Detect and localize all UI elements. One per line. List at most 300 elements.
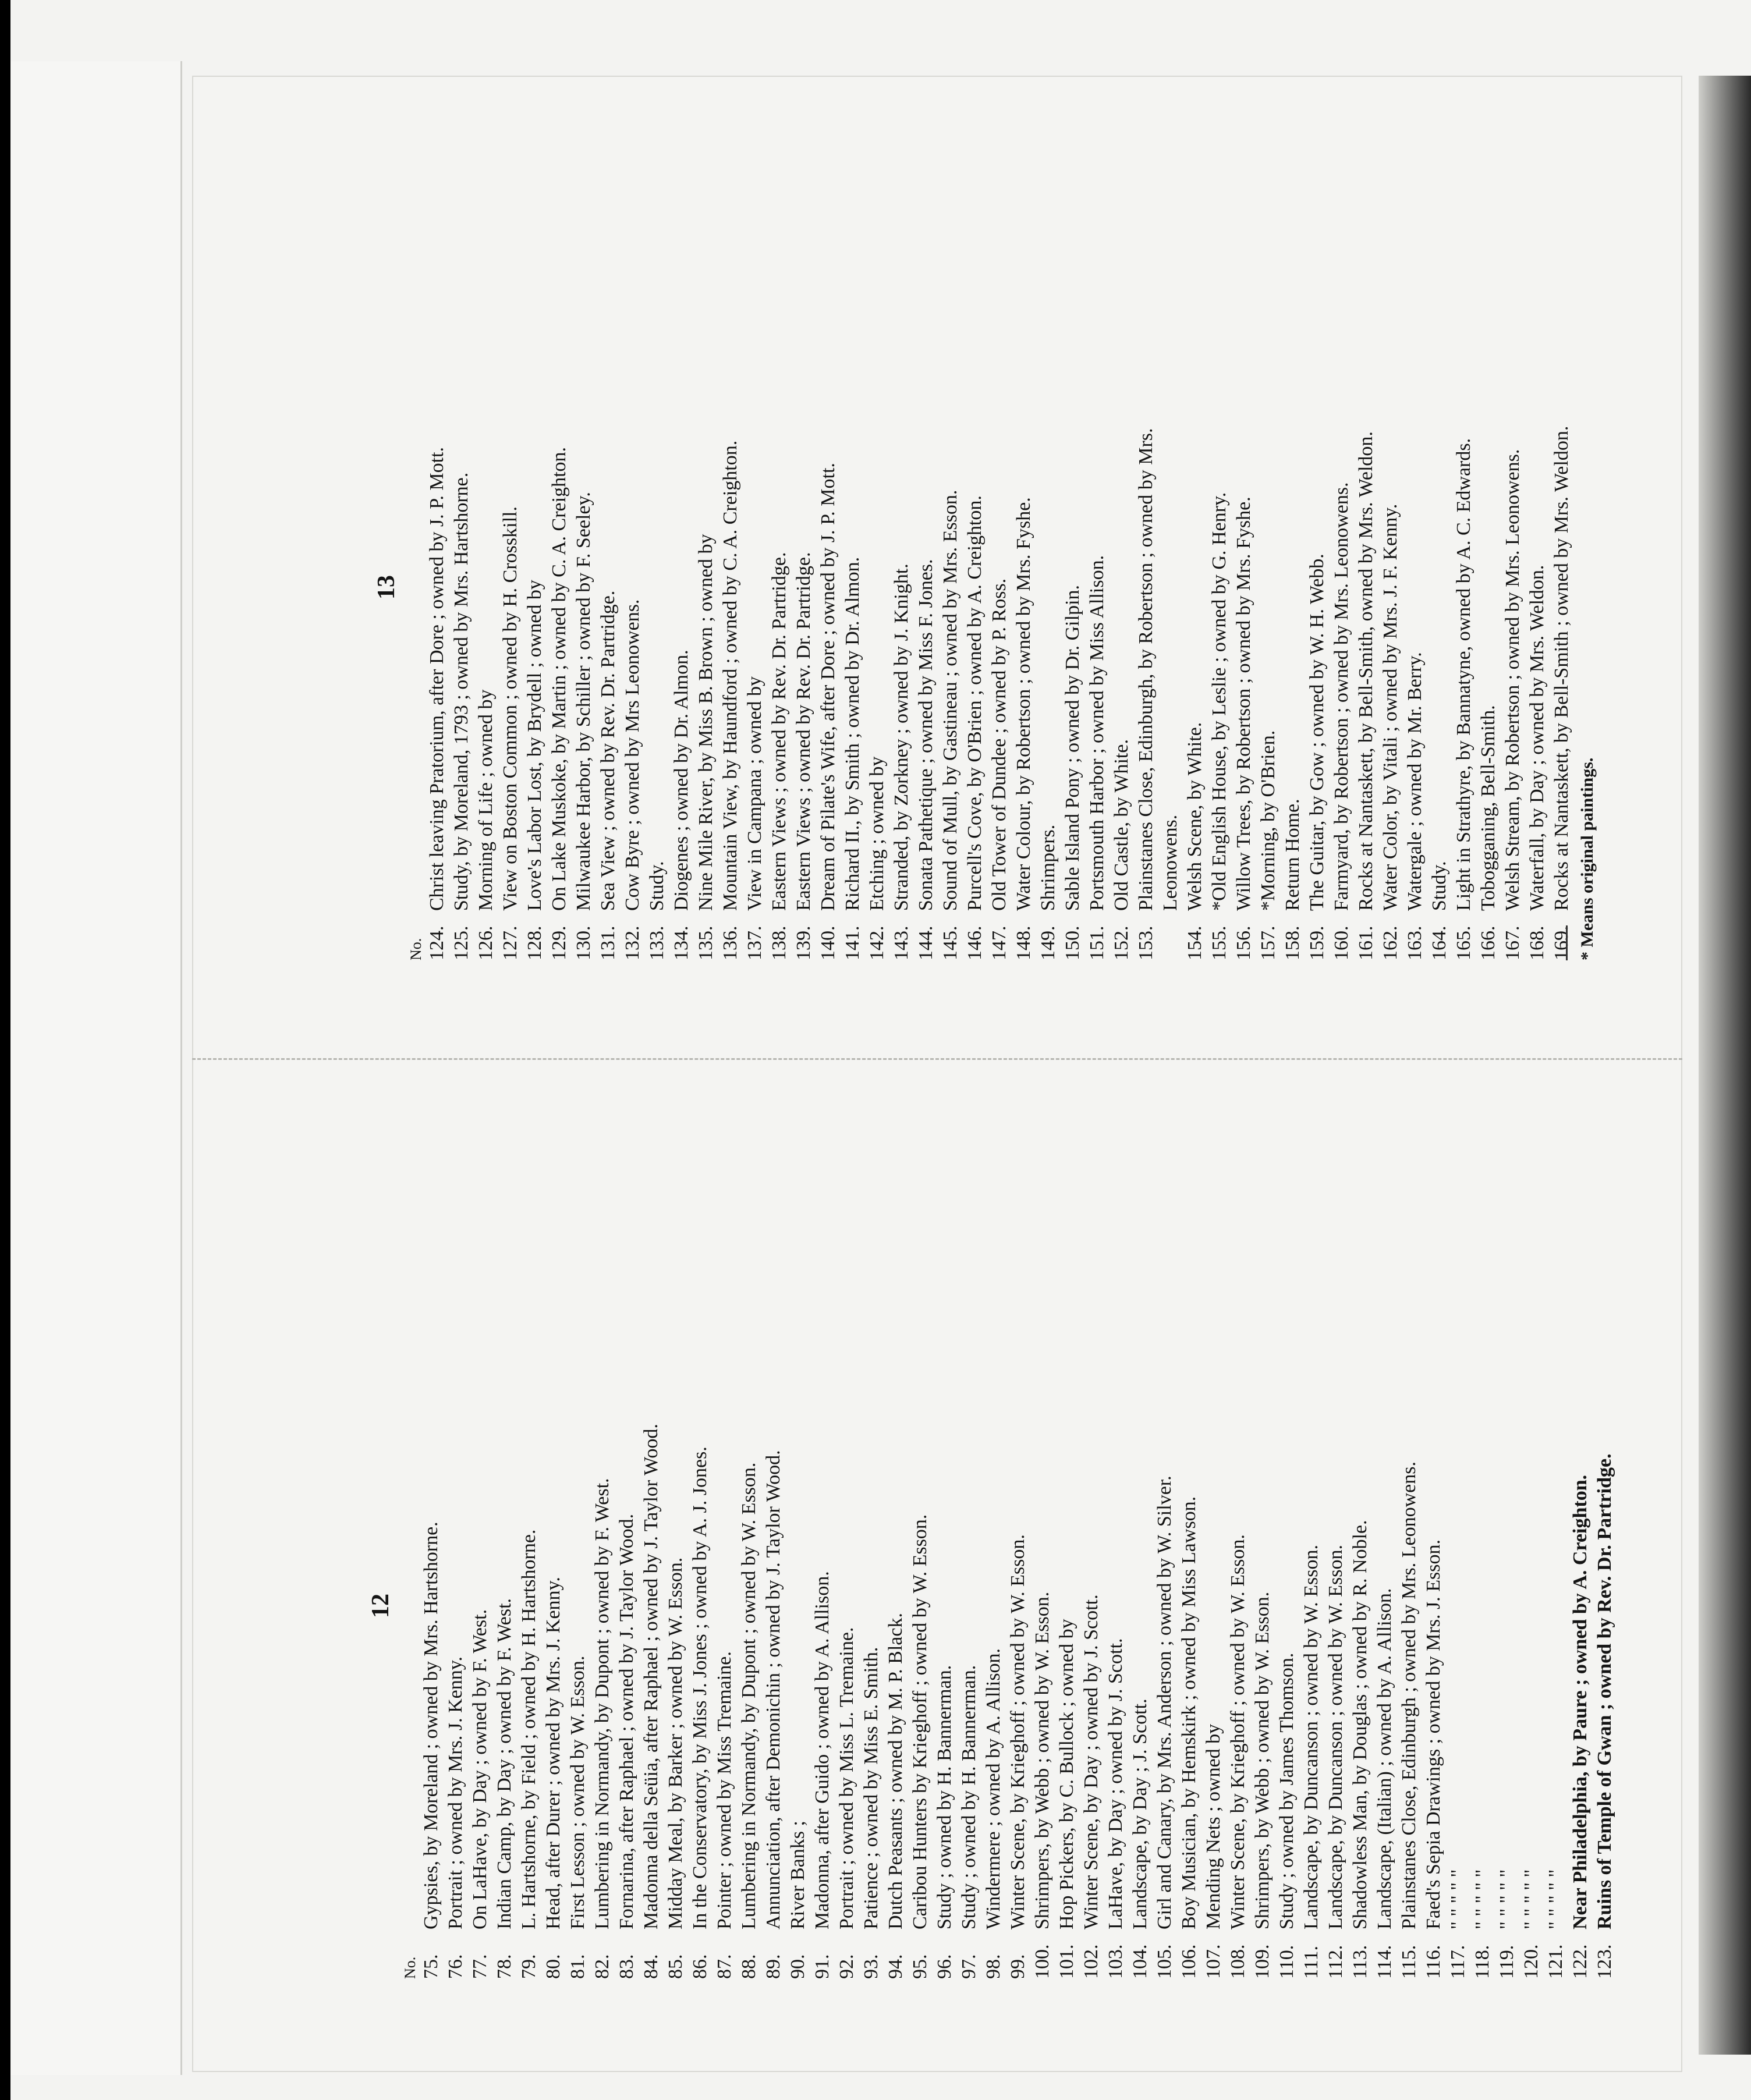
entry-number: 97. xyxy=(958,1954,980,1979)
entry-text: View in Campana ; owned by xyxy=(744,676,765,911)
entry-text: Ruins of Temple of Gwan ; owned by Rev. Dr. Partridge. xyxy=(1594,1453,1615,1929)
page-number: 13 xyxy=(373,575,400,600)
entry-text: Welsh Scene, by White. xyxy=(1184,722,1206,911)
entry-text: LaHave, by Day ; owned by J. Scott. xyxy=(1105,1638,1126,1929)
catalogue-entry xyxy=(468,1424,492,1979)
entry-text: Study, by Moreland, 1793 ; owned by Mrs. Hartshorne. xyxy=(451,472,472,911)
entry-text: Lumbering in Normandy, by Dupont ; owned by F. West. xyxy=(591,1478,613,1929)
entry-text: Portrait ; owned by Miss L. Tremaine. xyxy=(836,1627,857,1929)
catalogue-entry xyxy=(1470,1424,1495,1979)
entry-number: 84. xyxy=(640,1954,662,1979)
entry-number: 78. xyxy=(494,1954,515,1979)
catalogue-entry xyxy=(1153,1424,1177,1979)
catalogue-entry xyxy=(884,1424,908,1979)
entry-text: Patience ; owned by Miss E. Smith. xyxy=(860,1647,882,1929)
catalogue-entry xyxy=(1324,1424,1348,1979)
entry-text: Winter Scene, by Krieghoff ; owned by W. Esson. xyxy=(1227,1534,1249,1929)
catalogue-entry xyxy=(767,426,792,960)
catalogue-entry xyxy=(737,1424,761,1979)
entry-number: 156. xyxy=(1233,925,1254,960)
entry-text: Portrait ; owned by Mrs. J. Kenny. xyxy=(445,1656,466,1929)
entry-number: 96. xyxy=(934,1954,955,1979)
entry-text: Milwaukee Harbor, by Schiller ; owned by F. Seeley. xyxy=(573,492,594,911)
entry-number: 138. xyxy=(768,925,790,960)
entry-number: 144. xyxy=(915,925,937,960)
page-13 xyxy=(373,116,1597,960)
page-fold xyxy=(192,1058,1682,1060)
entry-number: 118. xyxy=(1472,1945,1493,1979)
entry-number: 113. xyxy=(1349,1945,1371,1979)
entry-number: 145. xyxy=(940,925,961,960)
entry-text: Richard II., by Smith ; owned by Dr. Almon. xyxy=(842,556,863,911)
catalogue-entry xyxy=(1232,426,1256,960)
catalogue-entry xyxy=(810,1424,835,1979)
entry-number: 99. xyxy=(1007,1954,1029,1979)
entry-text: Stranded, by Zorkney ; owned by J. Knight. xyxy=(891,563,912,911)
entry-number: 158. xyxy=(1282,925,1303,960)
entry-number: 154. xyxy=(1184,925,1206,960)
entry-list xyxy=(407,426,1574,960)
entry-number: 133. xyxy=(646,925,668,960)
entry-number: 136. xyxy=(719,925,741,960)
catalogue-entry xyxy=(694,426,718,960)
entry-text: Love's Labor Lost, by Brydell ; owned by xyxy=(524,580,545,911)
catalogue-entry xyxy=(1030,1424,1055,1979)
entry-text: Indian Camp, by Day ; owned by F. West. xyxy=(494,1598,515,1929)
entry-text: View on Boston Common ; owned by H. Crosskill. xyxy=(499,506,521,911)
catalogue-entry xyxy=(621,426,645,960)
catalogue-entry xyxy=(444,1424,468,1979)
catalogue-entry xyxy=(517,1424,541,1979)
entry-number: 114. xyxy=(1374,1945,1395,1979)
entry-number: 100. xyxy=(1032,1944,1053,1979)
catalogue-entry xyxy=(1525,426,1550,960)
entry-text: Eastern Views ; owned by Rev. Dr. Partridge. xyxy=(793,552,814,911)
catalogue-entry xyxy=(425,426,449,960)
catalogue-entry xyxy=(963,426,987,960)
entry-number: 126. xyxy=(475,925,497,960)
catalogue-entry xyxy=(572,426,596,960)
entry-text: Sound of Mull, by Gastineau ; owned by Mrs. Esson. xyxy=(940,489,961,911)
entry-number: 75. xyxy=(420,1954,442,1979)
entry-number: 134. xyxy=(671,925,692,960)
entry-number: 107. xyxy=(1203,1944,1224,1979)
entry-text: Dutch Peasants ; owned by M. P. Black. xyxy=(885,1613,906,1929)
catalogue-entry xyxy=(743,426,767,960)
entry-number: 137. xyxy=(744,925,765,960)
catalogue-entry xyxy=(792,426,816,960)
entry-text: In the Conservatory, by Miss J. Jones ; owned by A. J. Jones. xyxy=(689,1446,711,1929)
catalogue-entry xyxy=(1348,1424,1373,1979)
entry-text: Nine Mile River, by Miss B. Brown ; owned by xyxy=(695,534,717,911)
entry-number: 111. xyxy=(1300,1946,1322,1979)
entry-text: Mountain View, by Haundford ; owned by C. A. Creighton. xyxy=(719,440,741,911)
entry-number: 88. xyxy=(738,1954,760,1979)
catalogue-entry xyxy=(1544,1424,1568,1979)
entry-number: 152. xyxy=(1111,925,1132,960)
entry-number: 98. xyxy=(983,1954,1004,1979)
entry-number: 132. xyxy=(622,925,643,960)
entry-number: 130. xyxy=(573,925,594,960)
entry-text: Winter Scene, by Day ; owned by J. Scott. xyxy=(1080,1594,1102,1929)
entry-number: 135. xyxy=(695,925,717,960)
entry-number: 124. xyxy=(426,925,448,960)
page-number: 12 xyxy=(367,1594,394,1618)
entry-text: Gypsies, by Moreland ; owned by Mrs. Hartshorne. xyxy=(420,1521,442,1929)
catalogue-entry xyxy=(761,1424,786,1979)
entry-text: Caribou Hunters by Krieghoff ; owned by W. Esson. xyxy=(909,1514,931,1929)
catalogue-entry xyxy=(1006,1424,1030,1979)
entry-number: 81. xyxy=(567,1954,589,1979)
entry-text: Diogenes ; owned by Dr. Almon. xyxy=(671,650,692,911)
entry-number: 142. xyxy=(866,925,888,960)
entry-text: Return Home. xyxy=(1282,799,1303,911)
entry-number: 163. xyxy=(1404,925,1426,960)
entry-text: First Lesson ; owned by W. Esson. xyxy=(567,1655,589,1929)
catalogue-entry xyxy=(1422,1424,1446,1979)
catalogue-entry xyxy=(889,426,914,960)
catalogue-entry xyxy=(786,1424,810,1979)
entry-number: 101. xyxy=(1056,1944,1077,1979)
entry-text: Study ; owned by H. Bannerman. xyxy=(958,1665,980,1929)
entry-number: 93. xyxy=(860,1954,882,1979)
entry-number: 106. xyxy=(1178,1944,1200,1979)
entry-text: Study ; owned by H. Bannerman. xyxy=(934,1665,955,1929)
entry-text: Head, after Durer ; owned by Mrs. J. Kenny. xyxy=(543,1577,564,1929)
entry-number: 165. xyxy=(1453,925,1474,960)
catalogue-entry xyxy=(933,1424,957,1979)
entry-text: Winter Scene, by Krieghoff ; owned by W. Esson. xyxy=(1007,1534,1029,1929)
entry-number: 123. xyxy=(1594,1944,1615,1979)
entry-number: 103. xyxy=(1105,1944,1126,1979)
entry-text: Boy Musician, by Hemskirk ; owned by Miss Lawson. xyxy=(1178,1496,1200,1929)
entry-number: 92. xyxy=(836,1954,857,1979)
blank-facing-page xyxy=(10,61,182,2075)
catalogue-entry xyxy=(1568,1424,1593,1979)
catalogue-entry xyxy=(1104,1424,1128,1979)
entry-text: Christ leaving Pratorium, after Dore ; owned by J. P. Mott. xyxy=(426,446,448,911)
catalogue-entry xyxy=(1501,426,1525,960)
entry-text: Welsh Stream, by Robertson ; owned by Mrs. Leonowens. xyxy=(1502,449,1523,911)
entry-text: " " " " " xyxy=(1447,1869,1469,1929)
entry-text: Waterfall, by Day ; owned by Mrs. Weldon. xyxy=(1526,565,1548,911)
entry-number: 76. xyxy=(445,1954,466,1979)
catalogue-entry xyxy=(1250,1424,1275,1979)
entry-number: 160. xyxy=(1331,925,1352,960)
entry-number: 77. xyxy=(469,1954,491,1979)
entry-text: Midday Meal, by Barker ; owned by W. Esson. xyxy=(665,1557,686,1929)
catalogue-entry xyxy=(1134,426,1158,960)
catalogue-entry xyxy=(492,1424,517,1979)
catalogue-entry xyxy=(1550,426,1574,960)
entry-text: " " " " " xyxy=(1520,1869,1542,1929)
catalogue-entry xyxy=(1177,1424,1201,1979)
catalogue-entry xyxy=(1275,1424,1299,1979)
catalogue-entry xyxy=(1299,1424,1324,1979)
catalogue-entry xyxy=(664,1424,688,1979)
entry-text: Study. xyxy=(646,861,668,911)
catalogue-entry xyxy=(1128,1424,1153,1979)
entry-number: 94. xyxy=(885,1954,906,1979)
entry-text: Plainstanes Close, Edinburgh, by Robertson ; owned by Mrs. xyxy=(1135,428,1157,911)
entry-number: 131. xyxy=(597,925,619,960)
entry-text: Study. xyxy=(1429,861,1450,911)
entry-text: Lumbering in Normandy, by Dupont ; owned by W. Esson. xyxy=(738,1462,760,1929)
catalogue-entry xyxy=(1110,426,1134,960)
entry-number: 104. xyxy=(1129,1944,1151,1979)
footnote-rule xyxy=(1566,925,1568,960)
entry-text: L. Hartshorne, by Field ; owned by H. Hartshorne. xyxy=(518,1529,540,1929)
entry-text: The Guitar, by Gow ; owned by W. H. Webb. xyxy=(1306,554,1328,911)
entry-number: 95. xyxy=(909,1954,931,1979)
entry-text: On Lake Muskoke, by Martin ; owned by C. A. Creighton. xyxy=(548,446,570,911)
catalogue-entry xyxy=(566,1424,590,1979)
entry-number: 148. xyxy=(1013,925,1034,960)
entry-number: 151. xyxy=(1086,925,1108,960)
entry-number: 146. xyxy=(964,925,986,960)
entry-number: 82. xyxy=(591,1954,613,1979)
catalogue-entry xyxy=(865,426,889,960)
entry-number: 109. xyxy=(1252,1944,1273,1979)
catalogue-entry xyxy=(938,426,963,960)
entry-text: Rocks at Nantaskett, by Bell-Smith, owned by Mrs. Weldon. xyxy=(1355,431,1377,911)
catalogue-entry xyxy=(957,1424,981,1979)
entry-text: Shrimpers, by Webb ; owned by W. Esson. xyxy=(1252,1591,1273,1929)
catalogue-entry xyxy=(498,426,523,960)
catalogue-entry xyxy=(688,1424,713,1979)
entry-number: 157. xyxy=(1257,925,1279,960)
entry-number: 167. xyxy=(1502,925,1523,960)
entry-text: Old Tower of Dundee ; owned by P. Ross. xyxy=(988,578,1010,911)
entry-number: 149. xyxy=(1037,925,1059,960)
catalogue-entry xyxy=(841,426,865,960)
catalogue-entry xyxy=(523,426,547,960)
entry-number: 117. xyxy=(1447,1945,1469,1979)
entry-text: Windermere ; owned by A. Allison. xyxy=(983,1648,1004,1929)
catalogue-entry xyxy=(1427,426,1452,960)
entry-number: 110. xyxy=(1276,1945,1298,1979)
catalogue-entry xyxy=(1079,1424,1104,1979)
entry-number: 108. xyxy=(1227,1944,1249,1979)
page-12 xyxy=(367,1135,1615,1979)
entry-number: 119. xyxy=(1496,1945,1518,1979)
catalogue-entry xyxy=(1452,426,1476,960)
entry-text: Shrimpers, by Webb ; owned by W. Esson. xyxy=(1032,1591,1053,1929)
catalogue-entry xyxy=(1256,426,1281,960)
catalogue-entry xyxy=(1036,426,1061,960)
number-column-header: No. xyxy=(402,1956,419,1979)
entry-number: 140. xyxy=(817,925,839,960)
entry-text: River Banks ; xyxy=(787,1821,809,1929)
entry-number: 115. xyxy=(1398,1945,1420,1979)
catalogue-entry xyxy=(541,1424,566,1979)
entry-text: Study ; owned by James Thomson. xyxy=(1276,1652,1298,1929)
catalogue-entry xyxy=(1055,1424,1079,1979)
entry-text: Rocks at Nantaskett, by Bell-Smith ; owned by Mrs. Weldon. xyxy=(1551,425,1572,911)
entry-text: Cow Byre ; owned by Mrs Leonowens. xyxy=(622,599,643,911)
catalogue-entry xyxy=(816,426,841,960)
entry-number: 90. xyxy=(787,1954,809,1979)
entry-text: Mending Nets ; owned by xyxy=(1203,1723,1224,1929)
catalogue-entry xyxy=(1519,1424,1544,1979)
entry-number: 143. xyxy=(891,925,912,960)
entry-number: 91. xyxy=(811,1954,833,1979)
entry-text: Leonowens. xyxy=(1160,814,1181,911)
catalogue-entry xyxy=(914,426,938,960)
entry-text: Morning of Life ; owned by xyxy=(475,689,497,911)
entry-text: *Morning, by O'Brien. xyxy=(1257,730,1279,911)
entry-text: Portsmouth Harbor ; owned by Miss Allison. xyxy=(1086,555,1108,911)
scan-edge xyxy=(0,0,10,2100)
entry-number: 122. xyxy=(1569,1944,1591,1979)
entry-text: Purcell's Cove, by O'Brien ; owned by A. Creighton. xyxy=(964,495,986,911)
entry-number: 121. xyxy=(1545,1944,1566,1979)
entry-text: Madonna, after Guido ; owned by A. Allison. xyxy=(811,1571,833,1929)
entry-text: Landscape, (Italian) ; owned by A. Allison. xyxy=(1374,1588,1395,1929)
entry-text: Willow Trees, by Robertson ; owned by Mrs. Fyshe. xyxy=(1233,496,1254,911)
entry-number: 125. xyxy=(451,925,472,960)
entry-text: Sonata Pathetique ; owned by Miss F. Jones. xyxy=(915,559,937,911)
entry-number: 128. xyxy=(524,925,545,960)
entry-text: Girl and Canary, by Mrs. Anderson ; owned by W. Silver. xyxy=(1154,1475,1175,1929)
entry-text: " " " " " xyxy=(1496,1869,1518,1929)
page-edge-shadow xyxy=(1699,76,1751,2055)
catalogue-entry xyxy=(1281,426,1305,960)
catalogue-entry xyxy=(645,426,669,960)
entry-number: 85. xyxy=(665,1954,686,1979)
catalogue-entry xyxy=(1330,426,1354,960)
entry-text: Light in Strathyre, by Bannatyne, owned by A. C. Edwards. xyxy=(1453,438,1474,911)
catalogue-entry xyxy=(908,1424,933,1979)
catalogue-entry xyxy=(1158,426,1183,960)
catalogue-entry xyxy=(669,426,694,960)
entry-number: 89. xyxy=(763,1954,784,1979)
entry-text: Sable Island Pony ; owned by Dr. Gilpin. xyxy=(1062,584,1083,911)
entry-text: Near Philadelphia, by Paure ; owned by A. Creighton. xyxy=(1569,1474,1591,1929)
catalogue-entry xyxy=(1207,426,1232,960)
catalogue-entry xyxy=(1403,426,1427,960)
catalogue-entry xyxy=(1446,1424,1470,1979)
entry-number: 150. xyxy=(1062,925,1083,960)
entry-number: 127. xyxy=(499,925,521,960)
catalogue-entry xyxy=(1085,426,1110,960)
entry-number: 166. xyxy=(1477,925,1499,960)
entry-number: 102. xyxy=(1080,1944,1102,1979)
entry-number: 164. xyxy=(1429,925,1450,960)
entry-number: 120. xyxy=(1520,1944,1542,1979)
entry-number: 147. xyxy=(988,925,1010,960)
catalogue-entry xyxy=(419,1424,444,1979)
entry-text: " " " " " xyxy=(1472,1869,1493,1929)
catalogue-entry xyxy=(1373,1424,1397,1979)
entry-number: 153. xyxy=(1135,925,1157,960)
entry-text: " " " " " xyxy=(1545,1869,1566,1929)
entry-text: Tobogganing, Bell-Smith. xyxy=(1477,705,1499,911)
catalogue-entry xyxy=(1061,426,1085,960)
entry-number: 139. xyxy=(793,925,814,960)
entry-text: Landscape, by Duncanson ; owned by W. Esson. xyxy=(1300,1544,1322,1929)
catalogue-entry xyxy=(615,1424,639,1979)
catalogue-entry xyxy=(1201,1424,1226,1979)
entry-text: Farmyard, by Robertson ; owned by Mrs. Leonowens. xyxy=(1331,482,1352,911)
entry-text: Dream of Pilate's Wife, after Dore ; owned by J. P. Mott. xyxy=(817,463,839,911)
catalogue-entry xyxy=(1354,426,1378,960)
entry-number: 141. xyxy=(842,925,863,960)
entry-text: Pointer ; owned by Miss Tremaine. xyxy=(714,1651,735,1929)
entry-text: Landscape, by Day ; J. Scott. xyxy=(1129,1698,1151,1929)
catalogue-entry xyxy=(547,426,572,960)
entry-text: Etching ; owned by xyxy=(866,756,888,911)
entry-number: 162. xyxy=(1380,925,1401,960)
entry-text: Shrimpers. xyxy=(1037,824,1059,911)
entry-text: Hop Pickers, by C. Bullock ; owned by xyxy=(1056,1619,1077,1929)
catalogue-entry xyxy=(1495,1424,1519,1979)
catalogue-entry xyxy=(596,426,621,960)
entry-text: Watergale ; owned by Mr. Berry. xyxy=(1404,652,1426,911)
entry-text: Sea View ; owned by Rev. Dr. Partridge. xyxy=(597,590,619,911)
entry-number: 116. xyxy=(1423,1945,1444,1979)
entry-text: Landscape, by Duncanson ; owned by W. Esson. xyxy=(1325,1544,1346,1929)
catalogue-entry xyxy=(449,426,474,960)
entry-number: 161. xyxy=(1355,925,1377,960)
entry-number: 83. xyxy=(616,1954,637,1979)
catalogue-entry xyxy=(590,1424,615,1979)
entry-text: Eastern Views ; owned by Rev. Dr. Partridge. xyxy=(768,552,790,911)
entry-text: Fornarina, after Raphael ; owned by J. Taylor Wood. xyxy=(616,1513,637,1929)
catalogue-entry xyxy=(1397,1424,1422,1979)
entry-number: 105. xyxy=(1154,1944,1175,1979)
number-column-header: No. xyxy=(407,938,424,960)
entry-text: Plainstanes Close, Edinburgh ; owned by Mrs. Leonowens. xyxy=(1398,1462,1420,1929)
footnote: * Means original paintings. xyxy=(1578,757,1597,960)
entry-text: Annunciation, after Demonichin ; owned by J. Taylor Wood. xyxy=(763,1450,784,1929)
catalogue-entry xyxy=(1226,1424,1250,1979)
entry-text: Water Color, by Vitali ; owned by Mrs. J. F. Kenny. xyxy=(1380,503,1401,911)
catalogue-entry xyxy=(1378,426,1403,960)
entry-text: Water Colour, by Robertson ; owned by Mrs. Fyshe. xyxy=(1013,497,1034,911)
catalogue-entry xyxy=(981,1424,1006,1979)
entry-number: 80. xyxy=(543,1954,564,1979)
catalogue-entry xyxy=(639,1424,664,1979)
catalogue-entry xyxy=(835,1424,859,1979)
entry-number: 155. xyxy=(1208,925,1230,960)
catalogue-entry xyxy=(1012,426,1036,960)
entry-number: 87. xyxy=(714,1954,735,1979)
entry-number: 86. xyxy=(689,1954,711,1979)
entry-text: *Old English House, by Leslie ; owned by G. Henry. xyxy=(1208,492,1230,911)
catalogue-entry xyxy=(718,426,743,960)
catalogue-entry xyxy=(474,426,498,960)
catalogue-entry xyxy=(1305,426,1330,960)
catalogue-entry xyxy=(1593,1424,1617,1979)
entry-number: 169. xyxy=(1551,925,1572,960)
entry-number: 159. xyxy=(1306,925,1328,960)
entry-number: 129. xyxy=(548,925,570,960)
entry-text: Madonna della Seüia, after Raphael ; owned by J. Taylor Wood. xyxy=(640,1424,662,1929)
entry-number: 79. xyxy=(518,1954,540,1979)
catalogue-entry xyxy=(987,426,1012,960)
entry-text: Old Castle, by White. xyxy=(1111,739,1132,911)
entry-text: Faed's Sepia Drawings ; owned by Mrs. J. Esson. xyxy=(1423,1539,1444,1929)
catalogue-entry xyxy=(859,1424,884,1979)
entry-number: 168. xyxy=(1526,925,1548,960)
entry-list xyxy=(402,1424,1617,1979)
entry-text: Shadowless Man, by Douglas ; owned by R. Noble. xyxy=(1349,1520,1371,1929)
entry-number: 112. xyxy=(1325,1945,1346,1979)
catalogue-entry xyxy=(713,1424,737,1979)
entry-text: On LaHave, by Day ; owned by F. West. xyxy=(469,1609,491,1929)
catalogue-entry xyxy=(1183,426,1207,960)
